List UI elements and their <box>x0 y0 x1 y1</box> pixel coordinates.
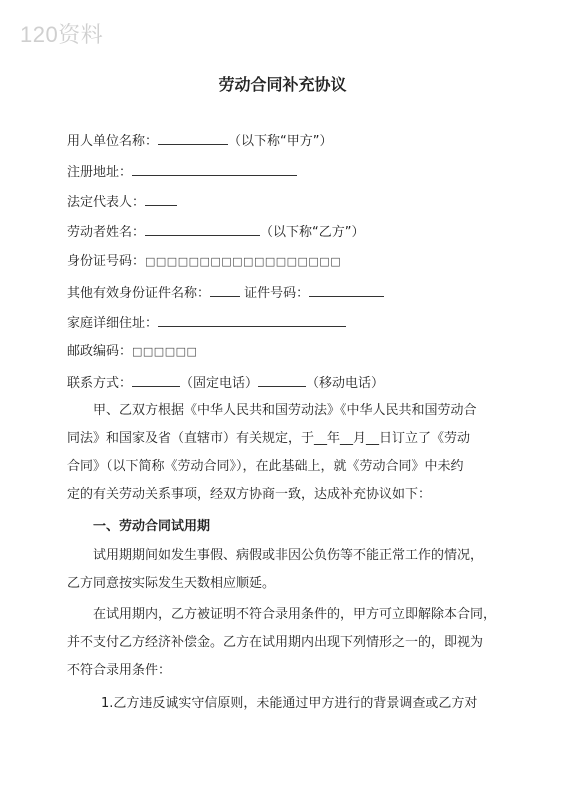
id-number-boxes[interactable]: □□□□□□□□□□□□□□□□□□ <box>145 255 342 268</box>
address-field <box>67 162 297 182</box>
list-item-text: 1.乙方违反诚实守信原则，未能通过甲方进行的背景调查或乙方对 <box>101 696 478 711</box>
paragraph-line: 在试用期内，乙方被证明不符合录用条件的，甲方可立即解除本合同， <box>93 607 497 622</box>
postcode-field <box>67 343 197 361</box>
intro-line: 合同》（以下简称《劳动合同》），在此基础上，就《劳动合同》中未约 <box>67 459 464 474</box>
legal-rep-blank[interactable] <box>145 192 177 206</box>
other-id-label: 其他有效身份证件名称： <box>67 286 211 301</box>
section-heading <box>67 513 507 541</box>
intro-line: 同法》和国家及省（直辖市）有关规定，于__年__月__日订立了《劳动 <box>67 431 471 446</box>
legal-rep-field <box>67 192 177 212</box>
landline-blank[interactable] <box>132 373 180 387</box>
other-id-field <box>67 283 384 303</box>
home-address-label: 家庭详细住址： <box>67 316 159 331</box>
paragraph-line: 不符合录用条件： <box>67 663 172 678</box>
id-number-field <box>67 253 341 271</box>
home-address-field <box>67 313 346 333</box>
address-label: 注册地址： <box>67 165 133 180</box>
list-item-1 <box>67 690 507 718</box>
employer-suffix: （以下称“甲方”） <box>228 134 333 149</box>
section-heading-text: 一、劳动合同试用期 <box>93 519 211 534</box>
address-blank[interactable] <box>132 162 297 176</box>
landline-label: （固定电话） <box>180 376 259 391</box>
postcode-boxes[interactable]: □□□□□□ <box>132 345 198 358</box>
section-paragraph-2 <box>67 601 507 685</box>
legal-rep-label: 法定代表人： <box>67 195 146 210</box>
other-id-number-blank[interactable] <box>309 283 384 297</box>
contact-label: 联系方式： <box>67 376 133 391</box>
employer-blank[interactable] <box>158 131 228 145</box>
worker-label: 劳动者姓名： <box>67 225 146 240</box>
contact-field <box>67 373 384 393</box>
other-id-number-label: 证件号码： <box>244 286 310 301</box>
intro-line: 甲、乙双方根据《中华人民共和国劳动法》《中华人民共和国劳动合 <box>93 403 477 418</box>
employer-field <box>67 131 333 151</box>
mobile-label: （移动电话） <box>306 376 385 391</box>
worker-suffix: （以下称“乙方”） <box>260 225 365 240</box>
postcode-label: 邮政编码： <box>67 344 133 359</box>
worker-field <box>67 222 365 242</box>
paragraph-line: 试用期期间如发生事假、病假或非因公负伤等不能正常工作的情况， <box>93 548 484 563</box>
other-id-name-blank[interactable] <box>210 283 240 297</box>
document-title: 劳动合同补充协议 <box>218 75 347 94</box>
intro-line: 定的有关劳动关系事项，经双方协商一致，达成补充协议如下： <box>67 487 432 502</box>
id-number-label: 身份证号码： <box>67 254 146 269</box>
employer-label: 用人单位名称： <box>67 134 159 149</box>
intro-paragraph <box>67 397 507 509</box>
worker-blank[interactable] <box>145 222 260 236</box>
section-paragraph-1 <box>67 542 507 598</box>
home-address-blank[interactable] <box>158 313 346 327</box>
watermark: 120资料 <box>20 22 104 47</box>
mobile-blank[interactable] <box>258 373 306 387</box>
paragraph-line: 并不支付乙方经济补偿金。乙方在试用期内出现下列情形之一的，即视为 <box>67 635 484 650</box>
paragraph-line: 乙方同意按实际发生天数相应顺延。 <box>67 576 276 591</box>
